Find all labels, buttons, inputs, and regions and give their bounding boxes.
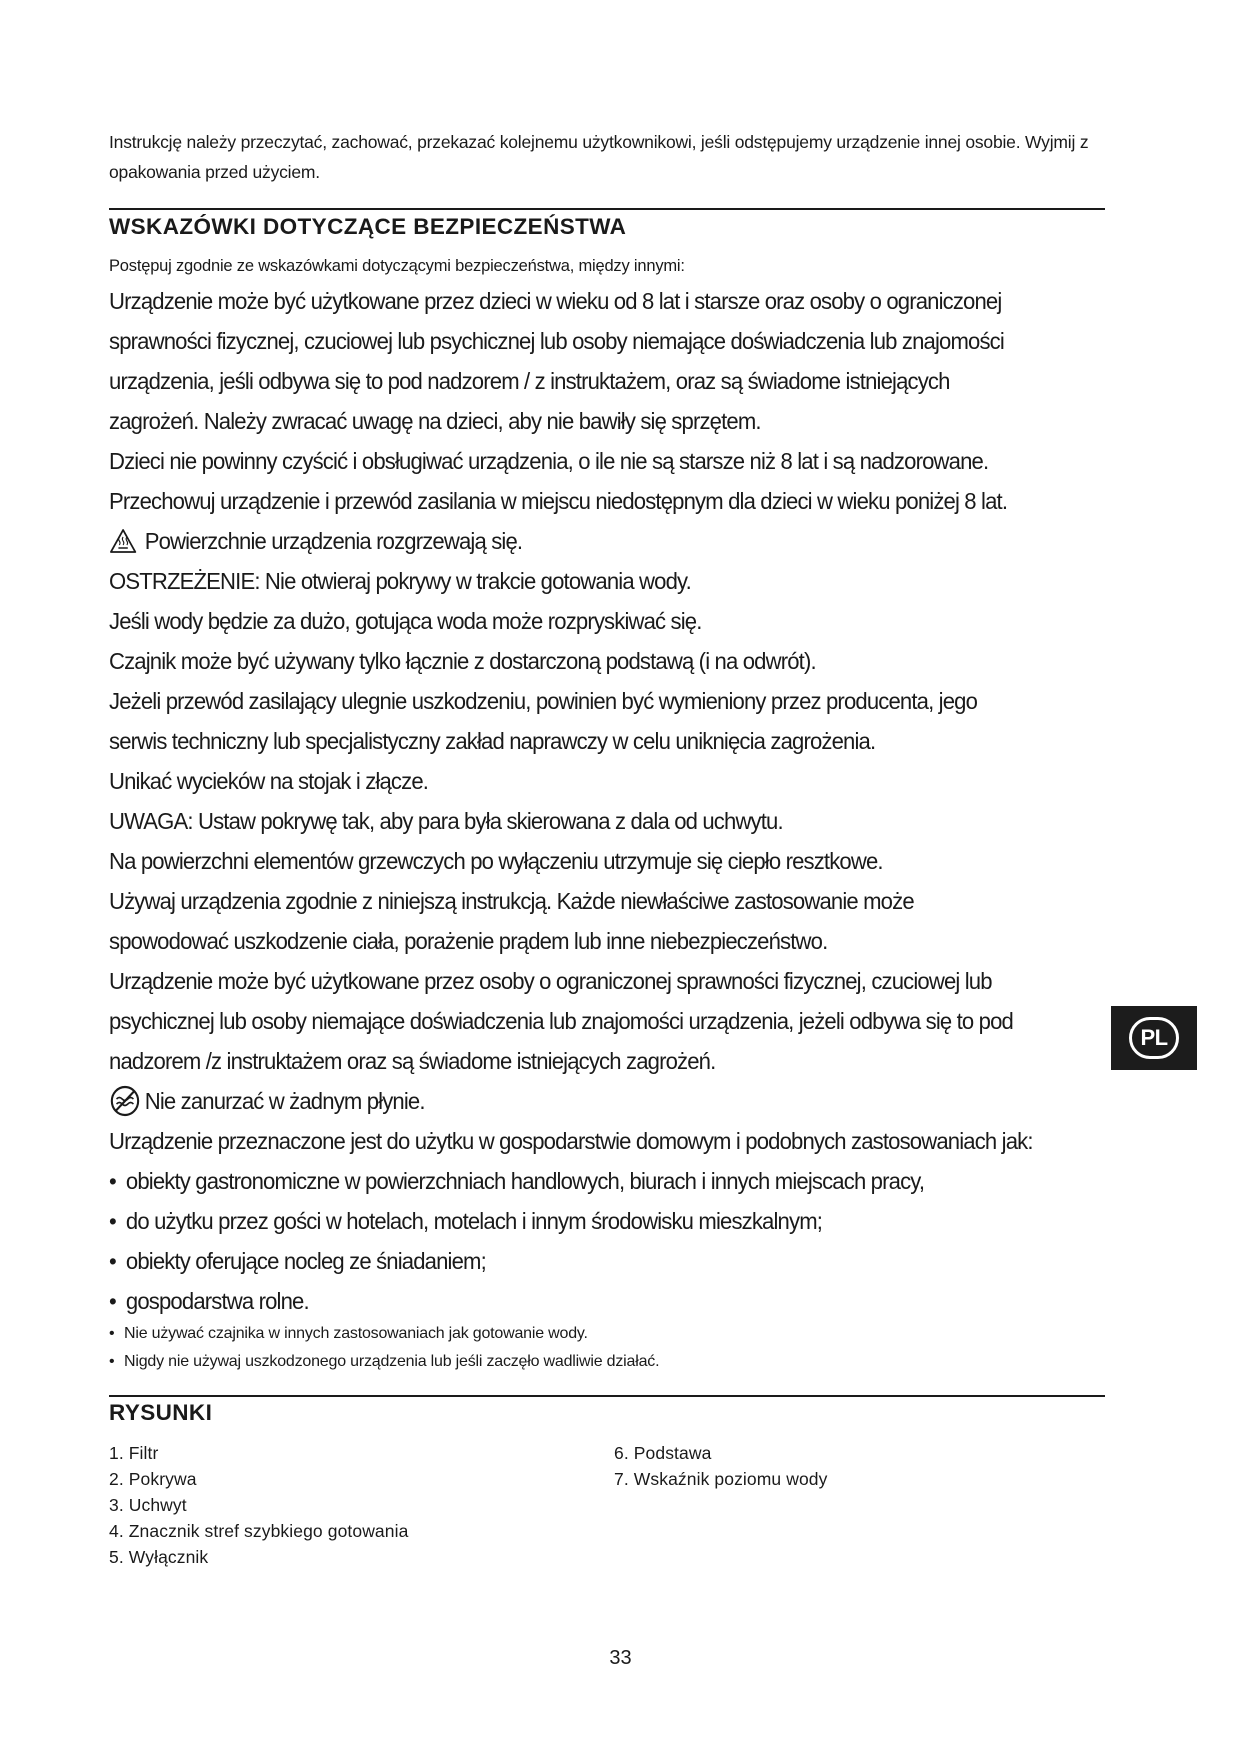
small-warning-item: • Nie używać czajnika w innych zastosowaniach jak gotowanie wody.	[109, 1320, 659, 1348]
no-immerse-text: Nie zanurzać w żadnym płynie.	[144, 1088, 425, 1114]
section-divider	[109, 1395, 1105, 1397]
hot-surface-line	[109, 521, 1157, 561]
intro-paragraph: Instrukcję należy przeczytać, zachować, przekazać kolejnemu użytkownikowi, jeśli odstępujemy urządzenie innej osobie. Wyjmij z opakowania przed użyciem.	[109, 132, 1089, 182]
safety-line: Dzieci nie powinny czyścić i obsługiwać urządzenia, o ile nie są starsze niż 8 lat i są nadzorowane.	[109, 448, 989, 474]
safety-line: sprawności fizycznej, czuciowej lub psychicznej lub osoby niemające doświadczenia lub znajomości	[109, 328, 1004, 354]
language-tab	[1111, 1006, 1197, 1070]
safety-heading: WSKAZÓWKI DOTYCZĄCE BEZPIECZEŃSTWA	[109, 214, 627, 239]
safety-line: Unikać wycieków na stojak i złącze.	[109, 768, 429, 794]
usage-bullet: • obiekty gastronomiczne w powierzchniach handlowych, biurach i innych miejscach pracy,	[109, 1161, 1157, 1201]
safety-line: Na powierzchni elementów grzewczych po wyłączeniu utrzymuje się ciepło resztkowe.	[109, 848, 883, 874]
safety-line: OSTRZEŻENIE: Nie otwieraj pokrywy w trakcie gotowania wody.	[109, 568, 691, 594]
section-divider	[109, 208, 1105, 210]
safety-line: Używaj urządzenia zgodnie z niniejszą instrukcją. Każde niewłaściwe zastosowanie może	[109, 888, 914, 914]
figure-item: 1. Filtr	[109, 1440, 408, 1466]
safety-line: UWAGA: Ustaw pokrywę tak, aby para była skierowana z dala od uchwytu.	[109, 808, 783, 834]
figures-heading: RYSUNKI	[109, 1400, 213, 1425]
safety-line: Czajnik może być używany tylko łącznie z dostarczoną podstawą (i na odwrót).	[109, 648, 816, 674]
safety-line: nadzorem /z instruktażem oraz są świadome istniejących zagrożeń.	[109, 1048, 716, 1074]
figures-list-right	[614, 1440, 827, 1492]
safety-line: Jeżeli przewód zasilający ulegnie uszkodzeniu, powinien być wymieniony przez producenta, jego	[109, 688, 978, 714]
figures-list-left	[109, 1440, 408, 1570]
small-warnings	[109, 1320, 659, 1376]
page-number: 33	[609, 1647, 632, 1669]
figure-item: 7. Wskaźnik poziomu wody	[614, 1466, 827, 1492]
safety-line: Urządzenie przeznaczone jest do użytku w gospodarstwie domowym i podobnych zastosowaniach jak:	[109, 1128, 1033, 1154]
safety-line: spowodować uszkodzenie ciała, porażenie prądem lub inne niebezpieczeństwo.	[109, 928, 828, 954]
figure-item: 4. Znacznik stref szybkiego gotowania	[109, 1518, 408, 1544]
hot-surface-text: Powierzchnie urządzenia rozgrzewają się.	[144, 528, 523, 554]
safety-line: Jeśli wody będzie za dużo, gotująca woda może rozpryskiwać się.	[109, 608, 702, 634]
usage-bullet: • do użytku przez gości w hotelach, motelach i innym środowisku mieszkalnym;	[109, 1201, 1157, 1241]
safety-line: zagrożeń. Należy zwracać uwagę na dzieci, aby nie bawiły się sprzętem.	[109, 408, 761, 434]
figure-item: 2. Pokrywa	[109, 1466, 408, 1492]
safety-subline: Postępuj zgodnie ze wskazówkami dotyczącymi bezpieczeństwa, między innymi:	[109, 257, 685, 275]
usage-bullet: • obiekty oferujące nocleg ze śniadaniem;	[109, 1241, 1157, 1281]
safety-line: psychicznej lub osoby niemające doświadczenia lub znajomości urządzenia, jeżeli odbywa się to pod	[109, 1008, 1013, 1034]
safety-line: urządzenia, jeśli odbywa się to pod nadzorem / z instruktażem, oraz są świadome istniejących	[109, 368, 950, 394]
figure-item: 3. Uchwyt	[109, 1492, 408, 1518]
no-immerse-line	[109, 1081, 1157, 1121]
figure-item: 5. Wyłącznik	[109, 1544, 408, 1570]
do-not-immerse-icon	[109, 1084, 141, 1118]
safety-instructions	[109, 281, 1157, 1321]
usage-bullet: • gospodarstwa rolne.	[109, 1281, 1157, 1321]
safety-line: Przechowuj urządzenie i przewód zasilania w miejscu niedostępnym dla dzieci w wieku poniżej 8 lat.	[109, 488, 1008, 514]
safety-line: Urządzenie może być użytkowane przez osoby o ograniczonej sprawności fizycznej, czuciowej lub	[109, 968, 992, 994]
hot-surface-warning-icon	[109, 528, 137, 554]
figure-item: 6. Podstawa	[614, 1440, 827, 1466]
language-badge: PL	[1129, 1017, 1179, 1059]
safety-line: serwis techniczny lub specjalistyczny zakład naprawczy w celu uniknięcia zagrożenia.	[109, 728, 876, 754]
safety-line: Urządzenie może być użytkowane przez dzieci w wieku od 8 lat i starsze oraz osoby o ograniczonej	[109, 288, 1002, 314]
small-warning-item: • Nigdy nie używaj uszkodzonego urządzenia lub jeśli zaczęło wadliwie działać.	[109, 1348, 659, 1376]
